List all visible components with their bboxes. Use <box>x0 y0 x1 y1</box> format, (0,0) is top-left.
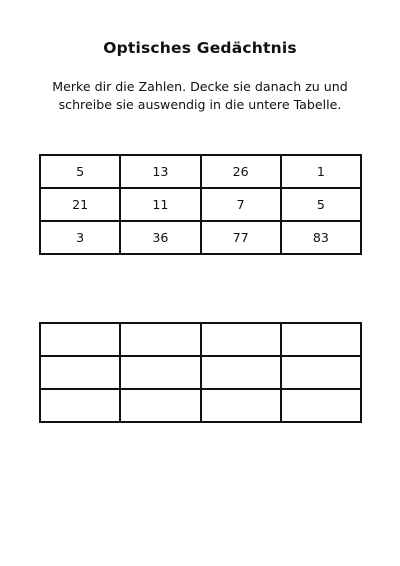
page-title: Optisches Gedächtnis <box>103 39 297 57</box>
answer-cell <box>40 323 120 356</box>
table-row <box>40 389 361 422</box>
table-row <box>40 356 361 389</box>
answer-cell <box>281 323 361 356</box>
answer-cell <box>201 389 281 422</box>
instruction-line: Merke dir die Zahlen. Decke sie danach zu und <box>52 79 348 94</box>
answer-cell <box>40 389 120 422</box>
answer-table <box>39 322 362 423</box>
number-cell: 11 <box>120 188 200 221</box>
answer-cell <box>40 356 120 389</box>
number-cell: 21 <box>40 188 120 221</box>
table-row <box>40 323 361 356</box>
answer-cell <box>120 389 200 422</box>
number-cell: 5 <box>40 155 120 188</box>
answer-cell <box>120 356 200 389</box>
number-cell: 77 <box>201 221 281 254</box>
number-cell: 3 <box>40 221 120 254</box>
answer-cell <box>120 323 200 356</box>
number-cell: 36 <box>120 221 200 254</box>
instruction-line: schreibe sie auswendig in die untere Tabelle. <box>58 97 342 112</box>
table-row <box>40 155 361 188</box>
table-row <box>40 221 361 254</box>
number-cell: 26 <box>201 155 281 188</box>
answer-cell <box>281 356 361 389</box>
number-cell: 7 <box>201 188 281 221</box>
instructions <box>0 78 400 114</box>
numbers-table <box>39 154 362 255</box>
number-cell: 13 <box>120 155 200 188</box>
answer-cell <box>281 389 361 422</box>
table-row <box>40 188 361 221</box>
number-cell: 1 <box>281 155 361 188</box>
number-cell: 5 <box>281 188 361 221</box>
answer-cell <box>201 323 281 356</box>
number-cell: 83 <box>281 221 361 254</box>
answer-cell <box>201 356 281 389</box>
